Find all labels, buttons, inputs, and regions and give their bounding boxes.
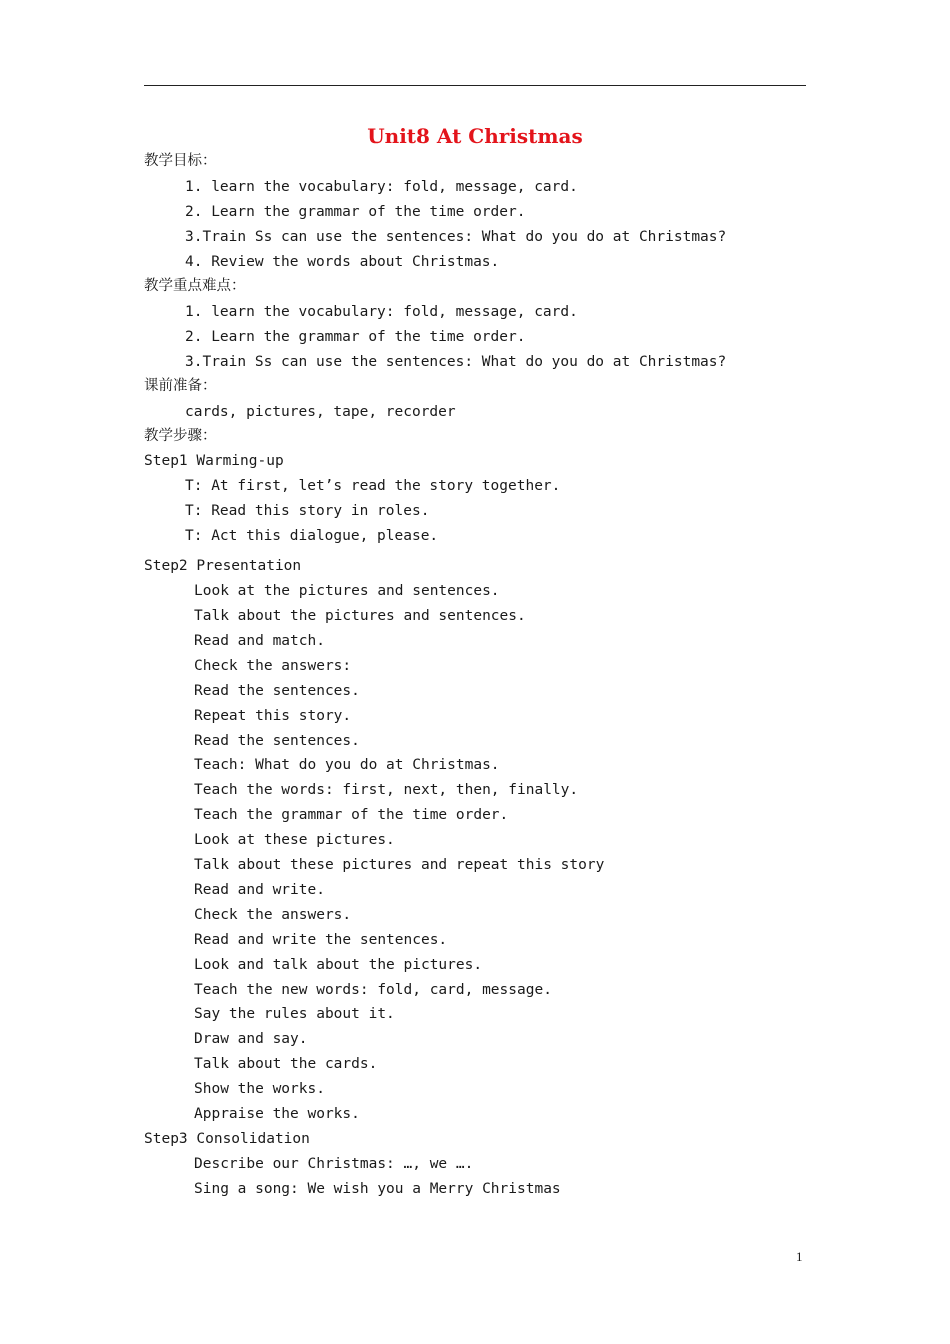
- key-point-item: 2. Learn the grammar of the time order.: [185, 329, 526, 345]
- step2-item: Teach the words: first, next, then, finally.: [194, 782, 579, 798]
- step2-item: Read the sentences.: [194, 683, 360, 699]
- key-point-item: 1. learn the vocabulary: fold, message, card.: [185, 304, 578, 320]
- step1-item: T: Read this story in roles.: [185, 503, 430, 519]
- page-number: 1: [796, 1249, 803, 1264]
- step2-item: Draw and say.: [194, 1031, 308, 1047]
- step2-item: Teach: What do you do at Christmas.: [194, 757, 500, 773]
- preparation-heading: 课前准备：: [144, 378, 217, 394]
- step2-item: Check the answers:: [194, 658, 352, 674]
- objective-item: 4. Review the words about Christmas.: [185, 254, 500, 270]
- step2-item: Look at the pictures and sentences.: [194, 583, 500, 599]
- step2-item: Read and write the sentences.: [194, 932, 448, 948]
- page-title: Unit8 At Christmas: [367, 124, 583, 148]
- step2-heading: Step2 Presentation: [144, 558, 302, 574]
- step1-item: T: Act this dialogue, please.: [185, 528, 439, 544]
- step2-item: Read and match.: [194, 633, 325, 649]
- step2-item: Check the answers.: [194, 907, 352, 923]
- step2-item: Talk about the cards.: [194, 1056, 378, 1072]
- step2-item: Look at these pictures.: [194, 832, 395, 848]
- step1-item: T: At first, let’s read the story together.: [185, 478, 561, 494]
- step2-item: Appraise the works.: [194, 1106, 360, 1122]
- step2-item: Show the works.: [194, 1081, 325, 1097]
- key-point-item: 3.Train Ss can use the sentences: What do you do at Christmas?: [185, 354, 727, 370]
- procedure-heading: 教学步骤：: [144, 428, 217, 444]
- key-points-heading: 教学重点难点：: [144, 278, 246, 294]
- step2-item: Teach the new words: fold, card, message.: [194, 982, 552, 998]
- objectives-heading: 教学目标：: [144, 153, 217, 169]
- step2-item: Talk about the pictures and sentences.: [194, 608, 526, 624]
- step2-item: Repeat this story.: [194, 708, 352, 724]
- objective-item: 1. learn the vocabulary: fold, message, card.: [185, 179, 578, 195]
- step2-item: Say the rules about it.: [194, 1006, 395, 1022]
- preparation-item: cards, pictures, tape, recorder: [185, 404, 456, 420]
- step3-item: Sing a song: We wish you a Merry Christmas: [194, 1181, 561, 1197]
- objective-item: 3.Train Ss can use the sentences: What do you do at Christmas?: [185, 229, 727, 245]
- header-rule: [144, 85, 806, 86]
- step3-heading: Step3 Consolidation: [144, 1131, 310, 1147]
- step2-item: Read and write.: [194, 882, 325, 898]
- step2-item: Look and talk about the pictures.: [194, 957, 483, 973]
- step2-item: Talk about these pictures and repeat this story: [194, 857, 605, 873]
- step2-item: Teach the grammar of the time order.: [194, 807, 509, 823]
- step1-heading: Step1 Warming-up: [144, 453, 284, 469]
- objective-item: 2. Learn the grammar of the time order.: [185, 204, 526, 220]
- step3-item: Describe our Christmas: …, we ….: [194, 1156, 474, 1172]
- step2-item: Read the sentences.: [194, 733, 360, 749]
